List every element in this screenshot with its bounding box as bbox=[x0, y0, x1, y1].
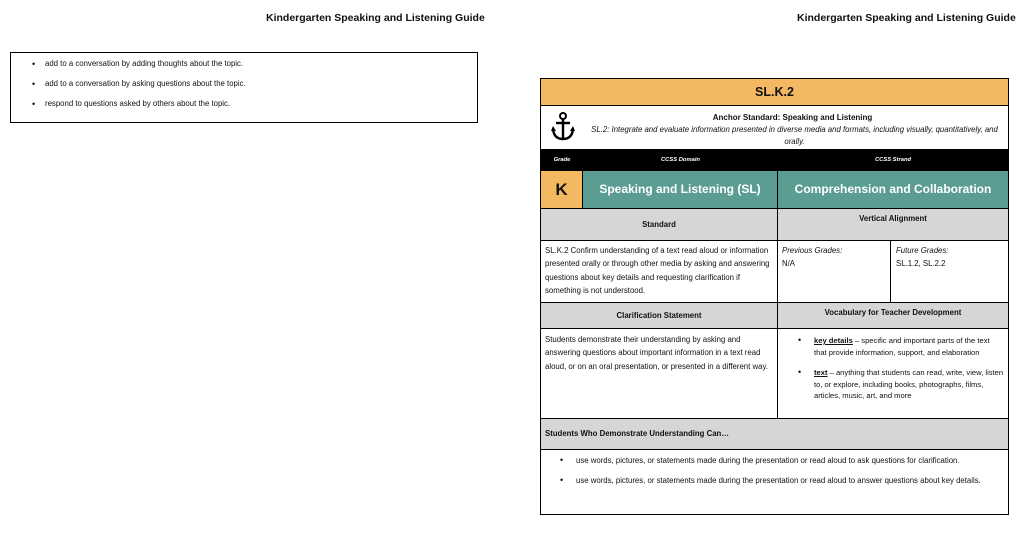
demonstrate-header: Students Who Demonstrate Understanding Can… bbox=[545, 429, 730, 438]
classification-row bbox=[541, 171, 1008, 209]
demonstrate-list bbox=[541, 450, 1008, 514]
previous-grades-value: N/A bbox=[782, 259, 795, 269]
demonstrate-header-row bbox=[541, 419, 1008, 450]
continued-list-box bbox=[10, 52, 478, 123]
list-item: • add to a conversation by asking questions about the topic. bbox=[45, 77, 477, 97]
strand-value: Comprehension and Collaboration bbox=[778, 171, 1008, 208]
future-grades-value: SL.1.2, SL.2.2 bbox=[896, 259, 946, 269]
standard-row bbox=[541, 241, 1008, 303]
vocab-term: text bbox=[814, 368, 828, 377]
anchor-standard-text: SL.2: Integrate and evaluate information presented in diverse media and formats, including visually, quantitatively, and orally. bbox=[591, 125, 998, 146]
vocab-definition: – specific and important parts of the text that provide information, support, and elaboration bbox=[814, 336, 990, 357]
anchor-icon bbox=[550, 112, 576, 142]
list-item: • respond to questions asked by others about the topic. bbox=[45, 97, 477, 117]
domain-value: Speaking and Listening (SL) bbox=[583, 171, 778, 208]
grade-label: Grade bbox=[553, 157, 571, 163]
page-title-right: Kindergarten Speaking and Listening Guide bbox=[797, 12, 1016, 24]
domain-label: CCSS Domain bbox=[661, 157, 700, 163]
future-grades-label: Future Grades: bbox=[896, 246, 949, 255]
demonstrate-item: • use words, pictures, or statements made during the presentation or read aloud to ask questions for clarification. bbox=[541, 455, 1004, 467]
vocab-item bbox=[778, 335, 1004, 358]
vocab-definition: – anything that students can read, write, view, listen to, or explore, including books, photographs, films, articles, music, art, and more bbox=[814, 368, 1004, 400]
strand-label: CCSS Strand bbox=[874, 157, 912, 163]
standard-header: Standard bbox=[541, 209, 778, 240]
vertical-alignment-header: Vertical Alignment bbox=[778, 209, 1008, 240]
previous-grades-label: Previous Grades: bbox=[782, 246, 843, 255]
future-grades bbox=[891, 241, 1008, 302]
anchor-row bbox=[541, 106, 1008, 150]
page-title-left: Kindergarten Speaking and Listening Guide bbox=[266, 12, 485, 24]
clarification-row bbox=[541, 329, 1008, 419]
anchor-standard-title: Anchor Standard: Speaking and Listening bbox=[712, 113, 873, 122]
label-bar bbox=[541, 150, 1008, 171]
standard-card bbox=[540, 78, 1009, 515]
clarification-header: Clarification Statement bbox=[541, 303, 778, 328]
vocab-term: key details bbox=[814, 336, 853, 345]
clarification-header-row bbox=[541, 303, 1008, 329]
list-item: • add to a conversation by adding thoughts about the topic. bbox=[45, 57, 477, 77]
standard-code: SL.K.2 bbox=[541, 79, 1008, 106]
clarification-text: Students demonstrate their understanding by asking and answering questions about important information in a text read aloud, or on an oral presentation, or presented in a different way. bbox=[541, 329, 778, 418]
vocabulary-list bbox=[778, 329, 1008, 418]
standard-text: SL.K.2 Confirm understanding of a text read aloud or information presented orally or through other media by asking and answering questions about key details and requesting clarification if something is not understood. bbox=[541, 241, 778, 302]
previous-grades bbox=[778, 241, 891, 302]
vocabulary-header: Vocabulary for Teacher Development bbox=[778, 303, 1008, 328]
vocab-item bbox=[778, 367, 1004, 402]
grade-value: K bbox=[541, 171, 583, 208]
standard-header-row bbox=[541, 209, 1008, 241]
demonstrate-item: • use words, pictures, or statements made during the presentation or read aloud to answer questions about key details. bbox=[541, 475, 1004, 487]
